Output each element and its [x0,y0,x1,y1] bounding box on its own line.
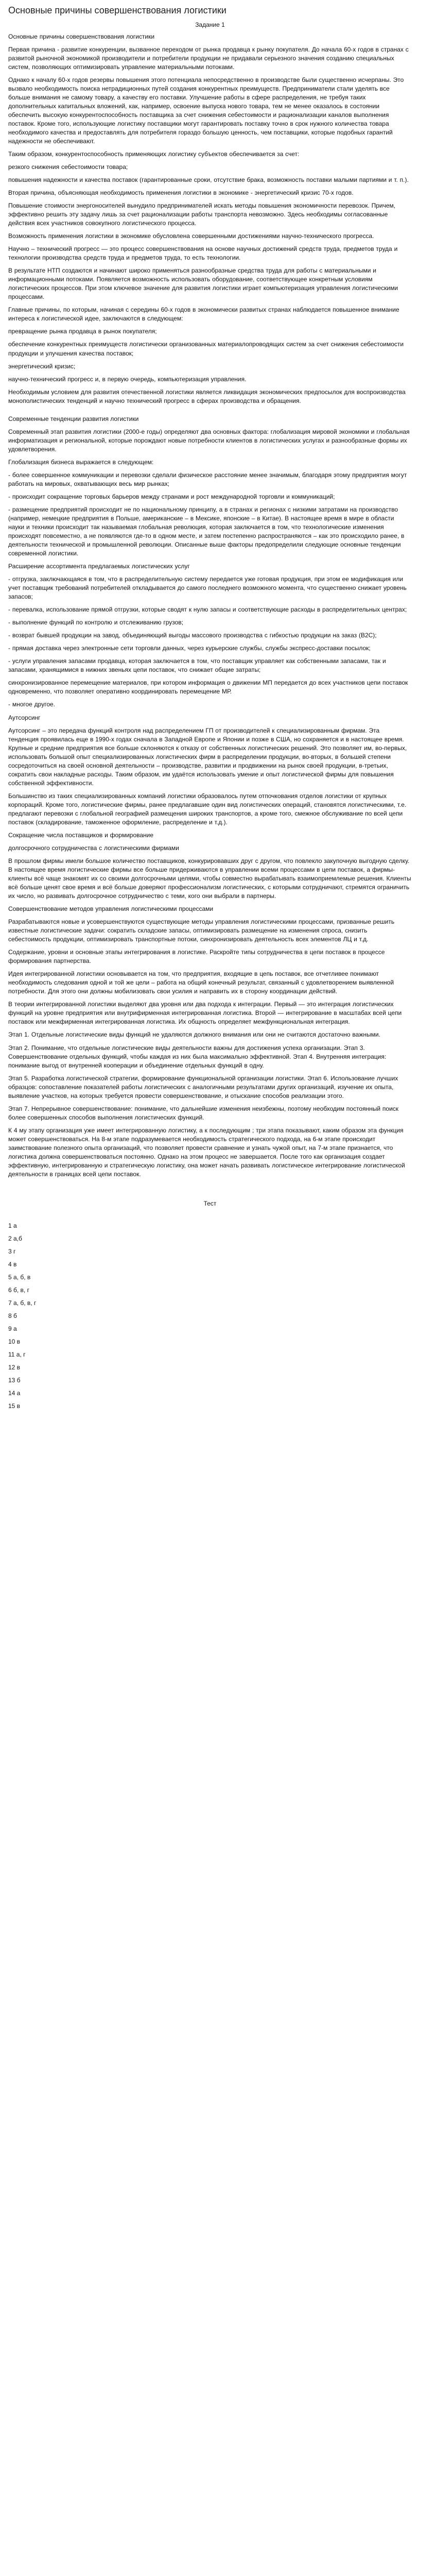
paragraph: обеспечение конкурентных преимуществ логистически организованных материалопроводящих систем за счет снижения себестоимости продукции и улучшения качества поставок; [8,341,404,357]
test-answer: 14 а [8,1389,21,1397]
test-answer: 7 а, б, в, г [8,1299,37,1307]
paragraph: В результате НТП создаются и начинают широко применяться разнообразные средства труда для работы с материальными и информационными потоками. Появляется возможность использовать оборудование, соответствующее конкретным условиям логистических процессов. При этом ключевое значение для развития логистики играет компьютеризация управления логистическими процессами. [8,267,398,301]
paragraph: Этап 2. Понимание, что отдельные логистические виды деятельности важны для достижения успеха организации. Этап 3. Совершенствование отдельных функций, чтобы каждая из них была максимально эффективной. Этап 4. Внутренняя интеграция: понимание выгод от внутренней кооперации и объединение отдельных функций в одну. [8,1044,387,1069]
paragraph: повышения надежности и качества поставок (гарантированные сроки, отсутствие брака, возможность поставки малыми партиями и т. п.). [8,176,409,184]
paragraph: - возврат бывшей продукции на завод, объединяющий выгоды массового производства с гибкостью продукции на заказ (B2C); [8,632,377,639]
paragraph: Основные причины совершенствования логистики [8,32,155,40]
paragraph: Однако к началу 60-х годов резервы повышения этого потенциала непосредственно в производстве были существенно исчерпаны. Это вызвало необходимость поиска нетрадиционных путей создания конкурентных преимуществ. Предприниматели стали уделять все больше внимания не самому товару, а качеству его поставки. Улучшение работы в сфере распределения, не требуя таких дополнительных капитальных вложений, как, например, освоение выпуска нового товара, тем не менее оказалось в состоянии обеспечить высокую конкурентоспособность поставщика за счет снижения себестоимости и рационализации каналов выполнения поставок. Кроме того, использующие логистику поставщики могут гарантировать поставку точно в срок нужного количества товара необходимого качества и предоставлять для потребителя гораздо большую ценность, чем поставщики, которые подобных гарантий надежности не обеспечивают. [8,76,404,145]
paragraph: Содержание, уровни и основные этапы интегрирования в логистике. Раскройте типы сотрудничества в цепи поставок в процессе формирования партнерства. [8,948,385,965]
test-answer: 11 а, г [8,1351,26,1359]
test-title: Тест [203,1199,217,1207]
test-answer: 12 в [8,1364,21,1371]
paragraph: Вторая причина, объясняющая необходимость применения логистики в экономике - энергетический кризис 70-х годов. [8,189,354,197]
paragraph: Современный этап развития логистики (2000-е годы) определяют два основных фактора: глобализация мировой экономики и глобальная информатизация и региональной, которые порождают новые потребности клиентов в логистических услугах и разнообразные формы их удовлетворения. [8,428,410,453]
paragraph: К 4 му этапу организация уже имеет интегрированную логистику, а к последующим ; три этапа показывают, каким образом эта функция может совершенствоваться. На 8-м этапе подразумевается необходимость стратегического подхода, на 6-м этапе происходит заимствование полезного опыта организаций, что позволяет провести сравнение и узнать чужой опыт, на 7-м этапе признается, что логистика должна совершенствоваться постоянно. Однако на этом процесс не завершается. После того как организация создает эффективную, интегрированную и стратегическую логистику, она может начать развивать логистическое интегрирование логистической деятельности в границах всей цепи поставок. [8,1126,405,1178]
paragraph: Большинство из таких специализированных компаний логистики образовалось путем отпочкования отделов логистики от крупных корпораций. Кроме того, логистические фирмы, ранее предлагавшие один вид логистических операций, становятся логистическими, т.е. предлагают перевозки с глобальной географией размещения широких транспортов, а кроме того, смежное обслуживание по всей цепи поставок (складирование, таможенное оформление, распределение и т.д.). [8,792,407,826]
test-answer: 8 б [8,1312,17,1320]
paragraph: Этап 7. Непрерывное совершенствование: понимание, что дальнейшие изменения неизбежны, поэтому необходим постоянный поиск более совершенных способов выполнения логистических функций. [8,1105,399,1121]
test-answer: 2 а,б [8,1235,22,1243]
paragraph: Главные причины, по которым, начиная с середины 60-х годов в экономически развитых странах наблюдается повышенное внимание интереса к логистической идее, заключаются в следующем: [8,306,399,323]
part-one-body [8,32,412,405]
paragraph: Таким образом, конкурентоспособность применяющих логистику субъектов обеспечивается за счет: [8,150,300,158]
paragraph: Совершенствование методов управления логистическими процессами [8,905,214,913]
test-answer: 5 а, б, в [8,1274,31,1281]
paragraph: Глобализация бизнеса выражается в следующем: [8,458,154,466]
section-heading-trends: Современные тенденции развития логистики [8,415,139,422]
document-title: Основные причины совершенствования логистики [8,5,226,15]
test-answer: 1 а [8,1222,17,1229]
paragraph: превращение рынка продавца в рынок покупателя; [8,328,157,335]
paragraph: Разрабатываются новые и усовершенствуются существующие методы управления логистическими процессами, призванные решить известные логистические задачи: сократить складские запасы, оптимизировать размещение на изменения спроса, снизить себестоимость продукции, оптимизировать транспортные потоки, синхронизировать деятельность всех элементов ЛЦ и т.д. [8,918,395,943]
test-answer: 9 а [8,1325,17,1333]
test-answer: 15 в [8,1402,21,1410]
paragraph: Первая причина - развитие конкуренции, вызванное переходом от рынка продавца к рынку покупателя. До начала 60-х годов в странах с развитой рыночной экономикой производители и потребители продукции не придавали серьезного значения созданию специальных систем, позволяющих оптимизировать управление материальными потоками. [8,45,409,71]
part-two-body [8,428,412,1179]
paragraph: Научно – технический прогресс — это процесс совершенствования на основе научных достижений средств труда, предметов труда и технологии производства средств труда и предметов труда, то есть технологии. [8,245,398,262]
test-answer: 10 в [8,1338,21,1346]
test-answer: 4 в [8,1261,17,1268]
paragraph: - перевалка, использование прямой отгрузки, которые сводят к нулю запасы и соответствующие расходы в распределительных центрах; [8,606,407,614]
paragraph: - размещение предприятий происходит не по национальному принципу, а в странах и регионах с низкими затратами на производство (например, немецкие предприятия в Польше, американские – в Мексике, японские – в Китае). В настоящее время в мире в области науки и техники происходит так называемая глобальная революция, которая заключается в том, что технологические изменения происходят повсеместно, а не появляются где-то в одном месте, и затем постепенно распространяются – как это происходило ранее, в деятельности технической и промышленной революции. Описанные выше факторы предопределили следующие основные тенденции современной логистики. [8,505,405,557]
paragraph: Аутсорсинг – это передача функций контроля над распределением ГП от производителей к специализированным фирмам. Эта тенденция проявилась еще в 1990-х годах сначала в Западной Европе и Японии и позже в США, но сохраняется и в настоящее время. Крупные и средние предприятия все больше склоняются к отказу от собственных логистических решений. Это позволяет им, во-первых, использовать большой опыт специализированных логистических фирм в распределении продукции, во-вторых, в большей степени сосредоточиться на своей основной деятельности – производстве, развитии и продвижении на рынок своей продукции, в-третьих, сократить свои накладные расходы. Таким образом, им удаётся использовать умение и опыт логистической фирмы для повышения собственной эффективности. [8,726,407,787]
paragraph: Этап 1. Отдельные логистические виды функций не удаляются должного внимания или они не считаются достаточно важными. [8,1031,380,1039]
paragraph: Повышение стоимости энергоносителей вынудило предпринимателей искать методы повышения экономичности перевозок. Причем, эффективно решить эту задачу лишь за счет рационализации работы транспорта невозможно. Здесь необходимы согласованные действия всех участников совокупного логистического процесса. [8,202,396,227]
paragraph: Этап 5. Разработка логистической стратегии, формирование функциональной организации логистики. Этап 6. Использование лучших образцов: сопоставление показателей работы логистических с аналогичными результатами других организаций, изучение их опыта, выявление участков, на которых требуется провести совершенствование, и отыскание способов реализации этого. [8,1074,398,1099]
test-answer: 3 г [8,1248,16,1256]
paragraph: синхронизированное перемещение материалов, при котором информация о движении МП передается до всех участников цепи поставок одновременно, что позволяет оперативно координировать перемещение МР. [8,679,408,696]
paragraph: - более совершенное коммуникации и перевозки сделали физическое расстояние менее значимым, благодаря этому предприятия могут работать на мировых, охватывающих весь мир рынках; [8,471,407,487]
paragraph: - отгрузка, заключающаяся в том, что в распределительную систему передается уже готовая продукция, при этом ее модификация или учет поставщик требований потребителей откладывается до самого последнего возможного момента, что существенно снижает уровень запасов; [8,575,407,601]
paragraph: - услуги управления запасами продавца, которая заключается в том, что поставщик управляет как собственными запасами, так и запасами, хранящимися в нижних звеньях цепи поставок, что снижает общие затраты; [8,657,386,674]
paragraph: долгосрочного сотрудничества с логистическими фирмами [8,844,179,852]
paragraph: - происходит сокращение торговых барьеров между странами и рост международной торговли и коммуникаций; [8,493,335,500]
paragraph: - выполнение функций по контролю и отслеживанию грузов; [8,619,184,626]
paragraph: Расширение ассортимента предлагаемых логистических услуг [8,563,190,570]
test-answer: 13 б [8,1377,21,1384]
paragraph: Аутсорсинг [8,714,41,721]
paragraph: - многое другое. [8,701,56,708]
test-answer: 6 б, в, г [8,1286,29,1294]
paragraph: Необходимым условием для развития отечественной логистики является ликвидация экономических предпосылок для воспроизводства монополистических тенденций и научно технический прогресс в сферах производства и обращения. [8,388,406,404]
paragraph: В теории интегрированной логистики выделяют два уровня или два подхода к интеграции. Первый — это интеграция логистических функций на уровне предприятия или внутрифирменная интегрированная логистика. Второй — интегрирование в масштабах всей цепи поставок или межфирменная интегрированная логистика. Их общность определяет межфункциональная интеграция. [8,1001,402,1026]
paragraph: энергетический кризис; [8,362,76,370]
paragraph: В прошлом фирмы имели большое количество поставщиков, конкурировавших друг с другом, что повлекло закупочную выгодную сделку. В настоящее время логистические фирмы все больше придерживаются в управлении всеми процессами в цепи поставок, а фирмы-клиенты всё чаще знакомят их со своими долгосрочными целями, чтобы совместно вырабатывать взаимоприемлемые решения. Клиенты всё больше ценят свое время и всё больше доверяют профессионализм логистических, с которыми сотрудничают, стремятся ограничить их число, но развивать долгосрочное сотрудничество с теми, кого они выбрали в партнеры. [8,857,411,900]
paragraph: Идея интегрированной логистики основывается на том, что предприятия, входящие в цепь поставок, все отчетливее понимают необходимость следования одной и той же цели – работа на общий конечный результат, связанный с удовлетворением выявленной потребности. Для этого они должны мобилизовать свои усилия и направить их в сторону координации действий. [8,970,394,995]
paragraph: - прямая доставка через электронные сети торговли данных, через курьерские службы, службы экспресс-доставки посылок; [8,645,371,652]
paragraph: Сокращение числа поставщиков и формирование [8,831,154,839]
test-answer-list [8,1222,412,1411]
task-title: Задание 1 [195,21,225,28]
paragraph: резкого снижения себестоимости товара; [8,163,128,171]
paragraph: Возможность применения логистики в экономике обусловлена совершенными достижениями научно-технического прогресса. [8,232,374,240]
paragraph: научно-технический прогресс и, в первую очередь, компьютеризация управления. [8,375,247,383]
